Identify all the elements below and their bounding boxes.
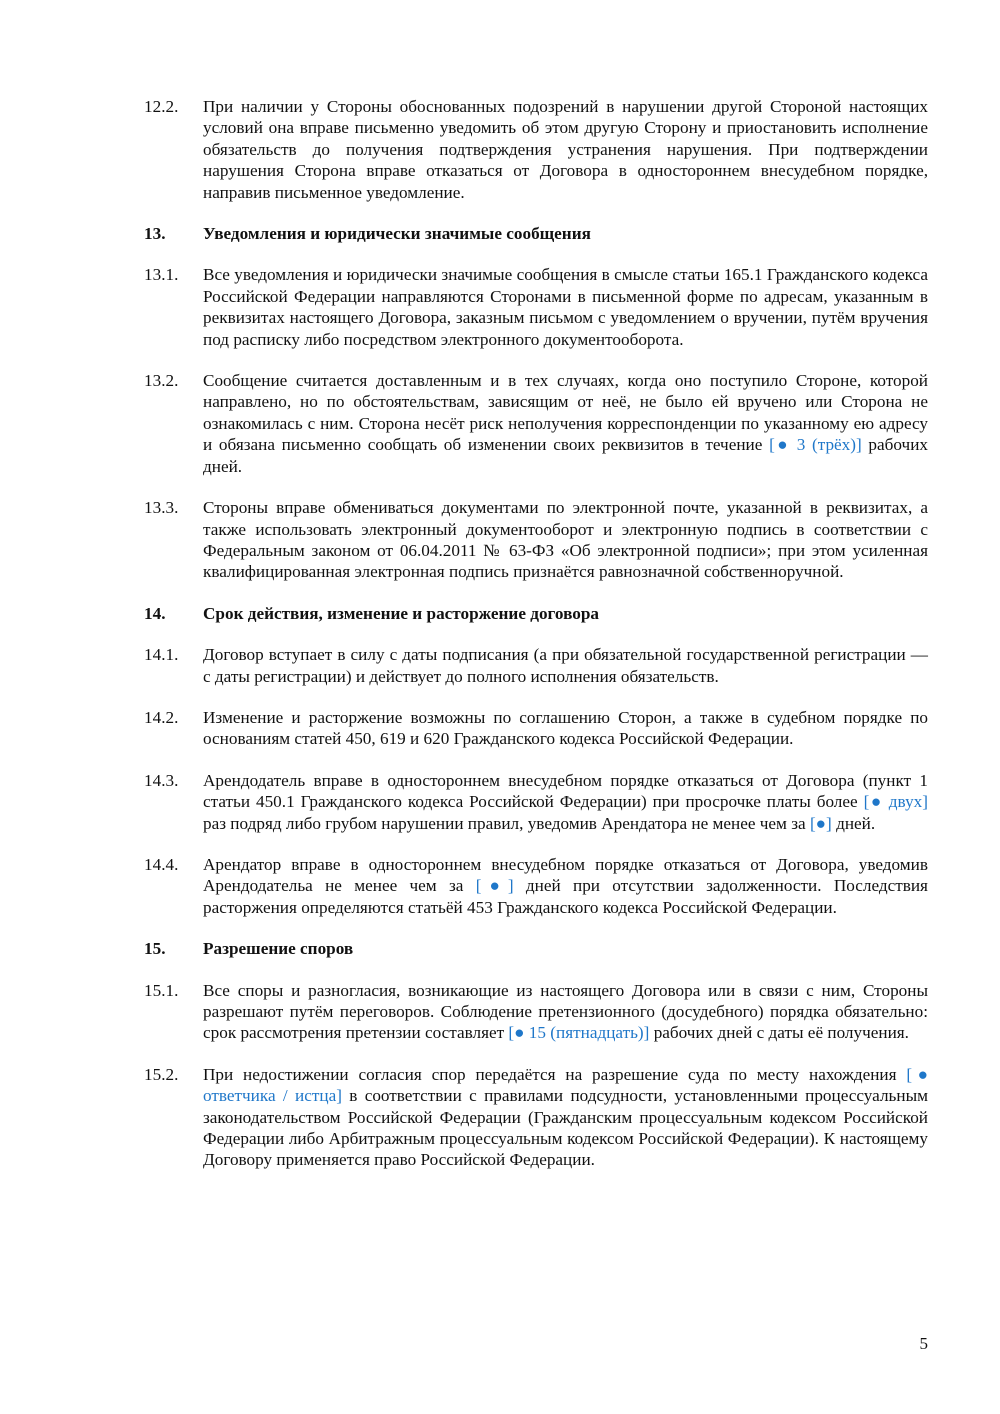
clause [144,707,928,750]
clause-text [203,980,928,1044]
clause-text [203,854,928,918]
clause-text [203,1064,928,1171]
clause [144,264,928,350]
clause-number: 14.4. [144,854,179,874]
clause-number: 14.1. [144,645,179,665]
clause [144,770,928,834]
clause [144,370,928,477]
clause-number: 14.3. [144,770,179,790]
clause-text-fragment: Арендодатель вправе в одностороннем внесудебном порядке отказаться от Договора (пункт 1 статьи 450.1 Гражданского кодекса Российской Федерации) при просрочке платы более [203,770,928,812]
section-title: Разрешение споров [203,939,354,959]
section-heading [144,603,928,624]
clause [144,644,928,687]
clause [144,1064,928,1171]
section-title: Уведомления и юридически значимые сообщения [203,224,591,244]
clause-text-fragment: Арендатор вправе в одностороннем внесудебном порядке отказаться от Договора, уведомив Арендодательа не менее чем за [203,854,928,896]
placeholder-field[interactable]: [● двух] [863,792,928,812]
clause-text-fragment: Все споры и разногласия, возникающие из настоящего Договора или в связи с ним, Стороны разрешают путём переговоров. Соблюдение претензионного (досудебного) порядка обязательно: срок рассмотрения претензии составляет [203,980,928,1043]
clause [144,854,928,918]
section-number: 13. [144,224,166,244]
clause-text-fragment: дней. [831,813,876,833]
clause-text [203,644,928,687]
clause-text-fragment: Сообщение считается доставленным и в тех случаях, когда оно поступило Стороне, которой направлено, но по обстоятельствам, зависящим от неё, не было ей вручено или Сторона не ознакомилась с ним. Сторона несёт риск неполучения корреспонденции по указанному ею адресу и обязана письменно сообщать об изменении своих реквизитов в течение [203,371,928,455]
clause-text-fragment: Договор вступает в силу с даты подписания (а при обязательной государственной регистрации — с даты регистрации) и действует до полного исполнения обязательств. [203,645,928,686]
clause-text [203,707,928,750]
section-title: Срок действия, изменение и расторжение договора [203,603,599,623]
clause-number: 13.1. [144,265,179,285]
section-heading [144,223,928,244]
clause-text [203,264,928,350]
clause-number: 13.2. [144,371,179,391]
document-body [144,96,928,1191]
clause-text-fragment: Все уведомления и юридически значимые сообщения в смысле статьи 165.1 Гражданского кодекса Российской Федерации направляются Сторонами в письменной форме по адресам, указанным в реквизитах настоящего Договора, заказным письмом с уведомлением о вручении, путём вручения под расписку либо посредством электронного документооборота. [203,265,928,349]
clause [144,497,928,583]
clause-number: 12.2. [144,97,179,116]
clause-text-fragment: рабочих дней. [203,435,928,476]
clause-text-fragment: дней при отсутствии задолженности. Последствия расторжения определяются статьёй 453 Гражданского кодекса Российской Федерации. [203,876,928,917]
clause-text [203,370,928,477]
placeholder-field[interactable]: [●] [809,813,832,833]
clause-number: 15.2. [144,1064,179,1084]
clause-number: 15.1. [144,980,179,1000]
section-heading [144,938,928,959]
clause-number: 14.2. [144,707,179,727]
section-number: 14. [144,603,166,623]
clause-number: 13.3. [144,498,179,518]
clause-text-fragment: раз подряд либо грубом нарушении правил, уведомив Арендатора не менее чем за [203,813,810,833]
clause-text [203,770,928,834]
clause-text-fragment: в соответствии с правилами подсудности, установленными процессуальным законодательством Российской Федерации (Гражданским процессуальным кодексом Российской Федерации либо Арбитражным процессуальным кодексом Российской Федерации). К настоящему Договору применяется право Российской Федерации. [203,1086,928,1170]
clause-text [203,497,928,583]
placeholder-field[interactable]: [● ответчика / истца] [203,1064,928,1106]
placeholder-field[interactable]: [●] [475,876,514,896]
placeholder-field[interactable]: [● 3 (трёх)] [769,435,862,455]
clause-text-fragment: рабочих дней с даты её получения. [649,1023,909,1043]
clause-text-fragment: Изменение и расторжение возможны по соглашению Сторон, а также в судебном порядке по основаниям статей 450, 619 и 620 Гражданского кодекса Российской Федерации. [203,707,928,749]
section-number: 15. [144,939,166,959]
clause [144,980,928,1044]
clause-text [203,96,928,203]
clause-text-fragment: При недостижении согласия спор передаётся на разрешение суда по месту нахождения [203,1064,907,1084]
placeholder-field[interactable]: [● 15 (пятнадцать)] [508,1023,650,1043]
page-number: 5 [919,1334,928,1353]
clause-text-fragment: При наличии у Стороны обоснованных подозрений в нарушении другой Стороной настоящих условий она вправе письменно уведомить об этом другую Сторону и приостановить исполнение обязательств до получения подтверждения устранения нарушения. При подтверждении нарушения Сторона вправе отказаться от Договора в одностороннем внесудебном порядке, направив письменное уведомление. [203,97,928,202]
clause-text-fragment: Стороны вправе обмениваться документами по электронной почте, указанной в реквизитах, а также использовать электронный документооборот и электронную подпись в соответствии с Федеральным законом от 06.04.2011 № 63-ФЗ «Об электронной подписи»; при этом усиленная квалифицированная электронная подпись признаётся равнозначной собственноручной. [203,498,928,582]
clause [144,96,928,203]
